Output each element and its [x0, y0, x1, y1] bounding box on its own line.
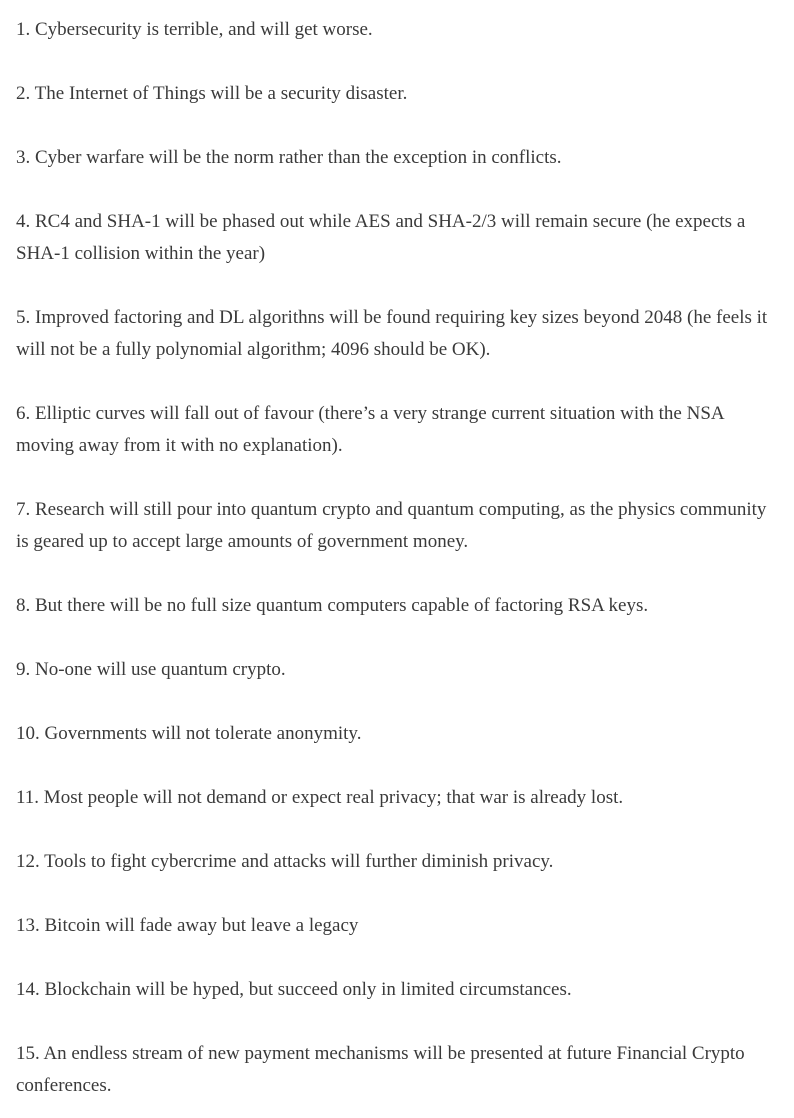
prediction-item: 2. The Internet of Things will be a security disaster. [16, 83, 408, 104]
prediction-item: 1. Cybersecurity is terrible, and will get worse. [16, 19, 373, 40]
prediction-item: 9. No-one will use quantum crypto. [16, 659, 286, 680]
prediction-item: 15. An endless stream of new payment mechanisms will be presented at future Financial Crypto conferences. [16, 1043, 745, 1096]
prediction-item: 3. Cyber warfare will be the norm rather than the exception in conflicts. [16, 147, 562, 168]
prediction-item: 5. Improved factoring and DL algorithns will be found requiring key sizes beyond 2048 (he feels it will not be a fully polynomial algorithm; 4096 should be OK). [16, 307, 768, 360]
prediction-item: 14. Blockchain will be hyped, but succeed only in limited circumstances. [16, 979, 572, 1000]
prediction-item: 7. Research will still pour into quantum crypto and quantum computing, as the physics community is geared up to accept large amounts of government money. [16, 499, 767, 552]
prediction-item: 4. RC4 and SHA-1 will be phased out while AES and SHA-2/3 will remain secure (he expects a SHA-1 collision within the year) [16, 211, 746, 264]
predictions-list [16, 14, 776, 1102]
prediction-item: 11. Most people will not demand or expect real privacy; that war is already lost. [16, 787, 624, 808]
prediction-item: 8. But there will be no full size quantum computers capable of factoring RSA keys. [16, 595, 649, 616]
prediction-item: 6. Elliptic curves will fall out of favour (there’s a very strange current situation with the NSA moving away from it with no explanation). [16, 403, 724, 456]
prediction-item: 12. Tools to fight cybercrime and attacks will further diminish privacy. [16, 851, 554, 872]
prediction-item: 10. Governments will not tolerate anonymity. [16, 723, 362, 744]
prediction-item: 13. Bitcoin will fade away but leave a legacy [16, 915, 359, 936]
